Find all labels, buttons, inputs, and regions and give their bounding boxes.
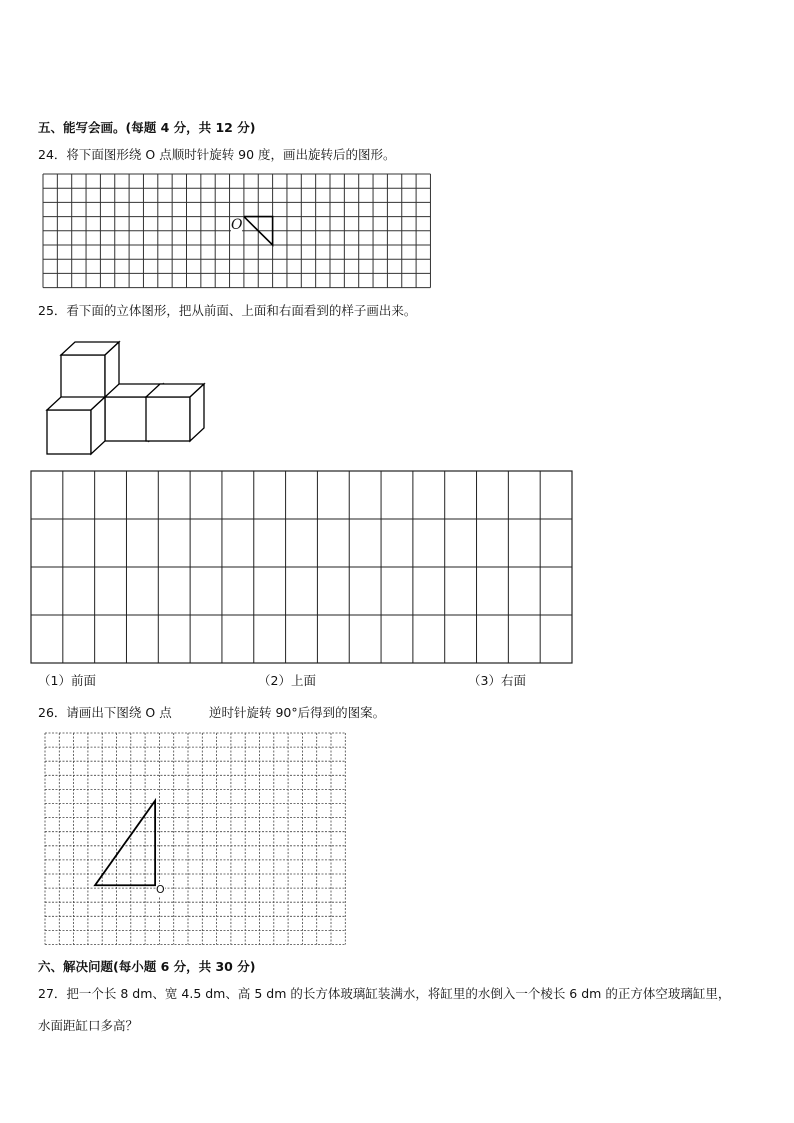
- section-five-heading: 五、能写会画。(每题 4 分，共 12 分): [38, 120, 256, 135]
- question-27-line2: 水面距缸口多高？: [38, 1018, 139, 1033]
- question-26-text-part1: 26．请画出下图绕 O 点: [38, 705, 172, 720]
- view-label-top: （2）上面: [258, 673, 316, 688]
- question-26-triangle: [95, 801, 155, 886]
- question-24-text: 24．将下面图形绕 O 点顺时针旋转 90 度，画出旋转后的图形。: [38, 147, 396, 162]
- question-24-point-label: O: [231, 217, 243, 233]
- question-26-point-label: O: [156, 883, 165, 896]
- view-label-front: （1）前面: [38, 673, 96, 688]
- section-six-heading: 六、解决问题(每小题 6 分，共 30 分): [38, 959, 256, 974]
- view-label-right: （3）右面: [468, 673, 526, 688]
- question-26-text-part2: 逆时针旋转 90°后得到的图案。: [209, 705, 386, 720]
- question-27-line1: 27．把一个长 8 dm、宽 4.5 dm、高 5 dm 的长方体玻璃缸装满水，将缸里的水倒入一个棱长 6 dm 的正方体空玻璃缸里，: [38, 986, 731, 1001]
- question-25-text: 25．看下面的立体图形，把从前面、上面和右面看到的样子画出来。: [38, 303, 417, 318]
